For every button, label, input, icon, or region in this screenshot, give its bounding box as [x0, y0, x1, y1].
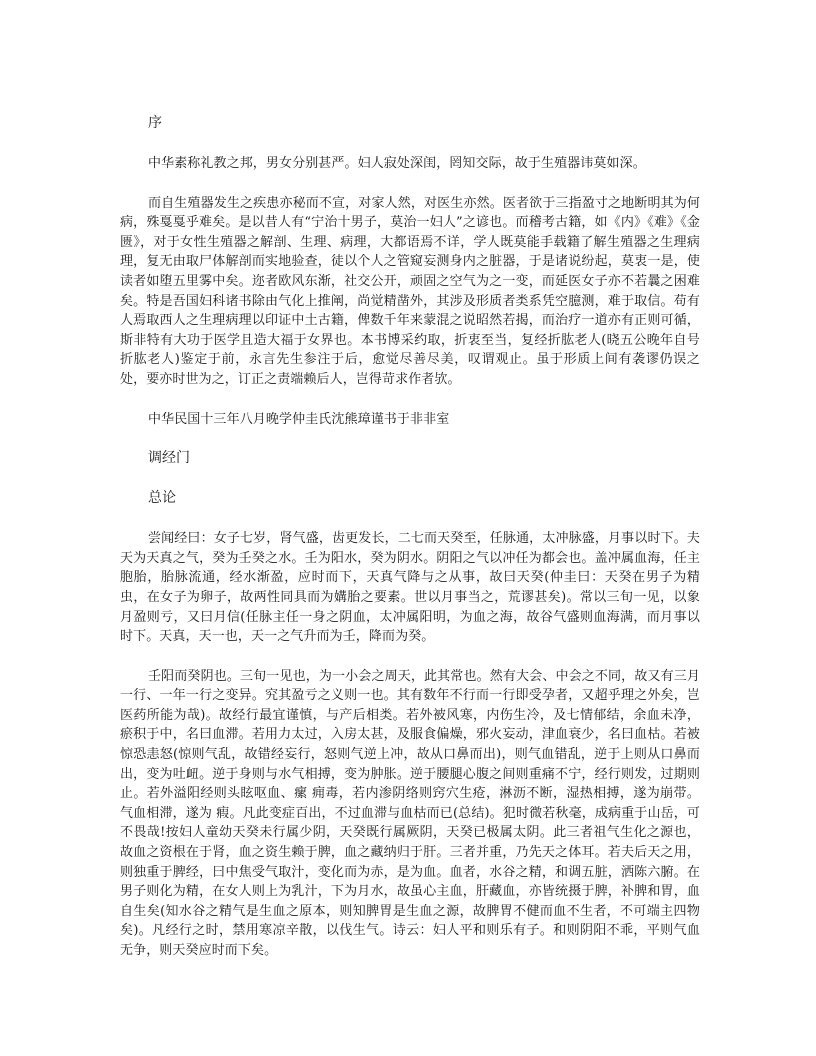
document-body [120, 112, 700, 961]
general-discussion-paragraph-2: 壬阳而癸阴也。三旬一见也，为一小会之周天，此其常也。然有大会、中会之不同，故又有三月一行、一年一行之变异。究其盈亏之义则一也。其有数年不行而一行即受孕者，又超乎理之外矣，岂医药所能为哉)。故经行最宜谨慎，与产后相类。若外被风寒，内伤生冷，及七情郁结，余血未净，瘀积于中，名曰血滞。若用力太过，入房太甚，及服食偏燥，邪火妄动，津血衰少，名曰血枯。若被惊恐恚怒(惊则气乱，故错经妄行，怒则气逆上冲，故从口鼻而出)，则气血错乱，逆于上则从口鼻而出，变为吐衄。逆于身则与水气相搏，变为肿胀。逆于腰腿心腹之间则重痛不宁，经行则发，过期则止。若外溢阳经则头眩呕血、瘰 痈毒，若内渗阴络则窍穴生疮，淋沥不断，湿热相搏，遂为崩带。气血相滞，遂为 瘕。凡此变症百出，不过血滞与血枯而已(总结)。犯时微若秋毫，成病重于山岳，可不畏哉!按妇人童幼天癸未行属少阴，天癸既行属厥阴，天癸已极属太阴。此三者祖气生化之源也，故血之资根在于肾，血之资生赖于脾，血之藏纳归于肝。三者并重，乃先天之体耳。若夫后天之用，则独重于脾经，曰中焦受气取汁，变化而为赤，是为血。血者，水谷之精，和调五脏，洒陈六腑。在男子则化为精，在女人则上为乳汁，下为月水，故虽心主血，肝藏血，亦皆统摄于脾，补脾和胃，血自生矣(知水谷之精气是生血之原本，则知脾胃是生血之源，故脾胃不健而血不生者，不可端主四物矣)。凡经行之时，禁用寒凉辛散，以伐生气。诗云：妇人平和则乐有子。和则阴阳不乖，平则气血无争，则天癸应时而下矣。 [120, 668, 700, 958]
preface-paragraph-1: 中华素称礼教之邦，男女分别甚严。妇人寂处深闺，罔知交际，故于生殖器讳莫如深。 [148, 156, 646, 171]
preface-signature: 中华民国十三年八月晚学仲圭氏沈熊璋谨书于非非室 [148, 411, 450, 427]
preface-paragraph-2: 而自生殖器发生之疾患亦秘而不宣，对家人然，对医生亦然。医者欲于三指盈寸之地断明其为何病，殊戛戛乎难矣。是以昔人有“宁治十男子，莫治一妇人”之谚也。而稽考古籍，如《内》《难》《金匮》，对于女性生殖器之解剖、生理、病理，大都语焉不详，学人既莫能手载籍了解生殖器之生理病理，复无由取尸体解剖而实地验查，徒以个人之管窥妄测身内之脏器，于是诸说纷起，莫衷一是，使读者如堕五里雾中矣。迩者欧风东渐，社交公开，顽固之空气为之一变，而延医女子亦不若曩之困难矣。特是吾国妇科诸书除由气化上推阐，尚觉精凿外，其涉及形质者类系凭空臆测，难于取信。苟有人焉取西人之生理病理以印证中土古籍，俾数千年来蒙混之说昭然若揭，而治疗一道亦有正则可循，斯非特有大功于医学且造大福于女界也。本书博采约取，折衷至当，复经折肱老人(晓五公晚年自号折肱老人)鉴定于前，永言先生参注于后，愈觉尽善尽美，叹谓观止。虽于形质上间有袭谬仍误之处，要亦时世为之，订正之责端赖后人，岂得苛求作者欤。 [120, 195, 700, 387]
general-discussion-paragraph-1: 尝闻经曰：女子七岁，肾气盛，齿更发长，二七而天癸至，任脉通，太冲脉盛，月事以时下。夫天为天真之气，癸为壬癸之水。壬为阳水，癸为阴水。阴阳之气以冲任为都会也。盖冲属血海，任主胞胎，胎脉流通，经水渐盈，应时而下，天真气降与之从事，故曰天癸(仲圭曰：天癸在男子为精虫，在女子为卵子，故两性同具而为媾胎之要素。世以月事当之，荒谬甚矣)。常以三旬一见，以象月盈则亏，又曰月信(任脉主任一身之阴血，太冲属阳明，为血之海，故谷气盛则血海满，而月事以时下。天真，天一也，天一之气升而为壬，降而为癸。 [120, 531, 700, 645]
subsection-title: 总论 [148, 490, 176, 507]
section-title: 调经门 [148, 450, 190, 467]
preface-title: 序 [148, 115, 162, 131]
